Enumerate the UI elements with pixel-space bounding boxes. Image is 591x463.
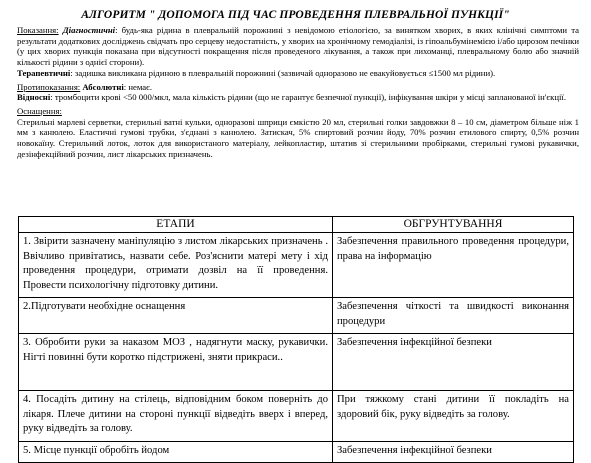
equipment-text: Стерильні марлеві серветки, стерильні ватні кульки, одноразові шприци ємкістю 20 мл, стерильні голки завдовжки 8 – 10 см, діаметром більше ніж 1 мм з канюлею. Еластичні гумові трубки, з'єднані з канюлею. Затискач, 5% спиртовий розчин йоду, 70% розчин етилового спирту, 0,5% розчин новокаїну. Стерильний лоток, лоток для використаного матеріалу, лейкопластир, штатив зі стерильними пробірками, стерильні гумові рукавички, дезінфекційний розчин, лист лікарських призначень.: [17, 116, 579, 159]
equipment-paragraph: [17, 106, 579, 160]
therapeutic-paragraph: [17, 68, 579, 79]
stage-cell: 2.Підготувати необхідне оснащення: [19, 298, 333, 334]
indications-label: Показання:: [17, 25, 59, 35]
relative-text: : тромбоцити крові <50 000/мкл, мала кількість рідини (що не гарантує безпечної пункції), інфікування шкіри у місці запланованої ін'єкції.: [50, 92, 566, 103]
table-row: [19, 391, 574, 442]
contraindications-label: Протипоказання:: [17, 81, 81, 92]
therapeutic-text: : задишка викликана рідиною в плевральній порожнині (зазвичай одноразово не евакуйовується ≤1500 мл рідини).: [70, 67, 496, 78]
table-header-row: [19, 217, 574, 233]
stage-cell: 4. Посадіть дитину на стілець, відповідним боком поверніть до лікаря. Плече дитини на стороні пункції відведіть вверх і вперед, руку відведіть за голову.: [19, 391, 333, 442]
equipment-label: Оснащення:: [17, 105, 62, 116]
document-title: АЛГОРИТМ " ДОПОМОГА ПІД ЧАС ПРОВЕДЕННЯ ПЛЕВРАЛЬНОЇ ПУНКЦІЇ": [81, 9, 510, 21]
reason-cell: Забезпечення інфекційної безпеки: [333, 441, 574, 463]
diagnostic-text: : будь-яка рідина в плевральній порожнині з невідомою етіологією, за винятком хворих, в яких клінічні симптоми та результати додаткових досліджень свідчать про серцеву недостатність, у хворих на хронічному гемодіалізі, із гіпоальбумінемією і/або цирозом печінки (у цих хворих пункція показана при відсутності покращення після проведеного лікування, а також при лихоманці, плевральному болю або значній кількості рідини з однієї сторони).: [17, 25, 580, 68]
relative-label: Відносні: [17, 92, 51, 103]
document-body: [17, 25, 579, 159]
reason-cell: Забезпечення чіткості та швидкості виконання процедури: [333, 298, 574, 334]
table-row: [19, 334, 574, 391]
table-row: [19, 441, 574, 463]
relative-paragraph: [17, 92, 579, 103]
diagnostic-label: Діагностичні: [62, 25, 116, 35]
header-stages: ЕТАПИ: [19, 217, 333, 233]
table-row: [19, 233, 574, 298]
contraindications-paragraph: [17, 82, 579, 93]
reason-cell: Забезпечення інфекційної безпеки: [333, 334, 574, 391]
stage-cell: 3. Обробити руки за наказом МОЗ , надягнути маску, рукавички. Нігті повинні бути коротко підстрижені, зняти прикраси..: [19, 334, 333, 391]
procedure-table: [18, 216, 574, 463]
absolute-label: Абсолютні: [82, 81, 124, 92]
table-row: [19, 298, 574, 334]
stage-cell: 5. Місце пункції обробіть йодом: [19, 441, 333, 463]
stage-cell: 1. Звірити зазначену маніпуляцію з листом лікарських призначень . Ввічливо привітатись, назвати себе. Роз'яснити матері мету і хід проведення процедури, отримати дозвіл на її проведення. Провести психологічну підготовку дитини.: [19, 233, 333, 298]
indications-paragraph: [17, 25, 579, 68]
header-rationale: ОБГРУНТУВАННЯ: [333, 217, 574, 233]
absolute-text: : немає.: [123, 81, 153, 92]
reason-cell: Забезпечення правильного проведення процедури, права на інформацію: [333, 233, 574, 298]
reason-cell: При тяжкому стані дитини її покладіть на здоровий бік, руку відведіть за голову.: [333, 391, 574, 442]
therapeutic-label: Терапевтичні: [17, 67, 71, 78]
